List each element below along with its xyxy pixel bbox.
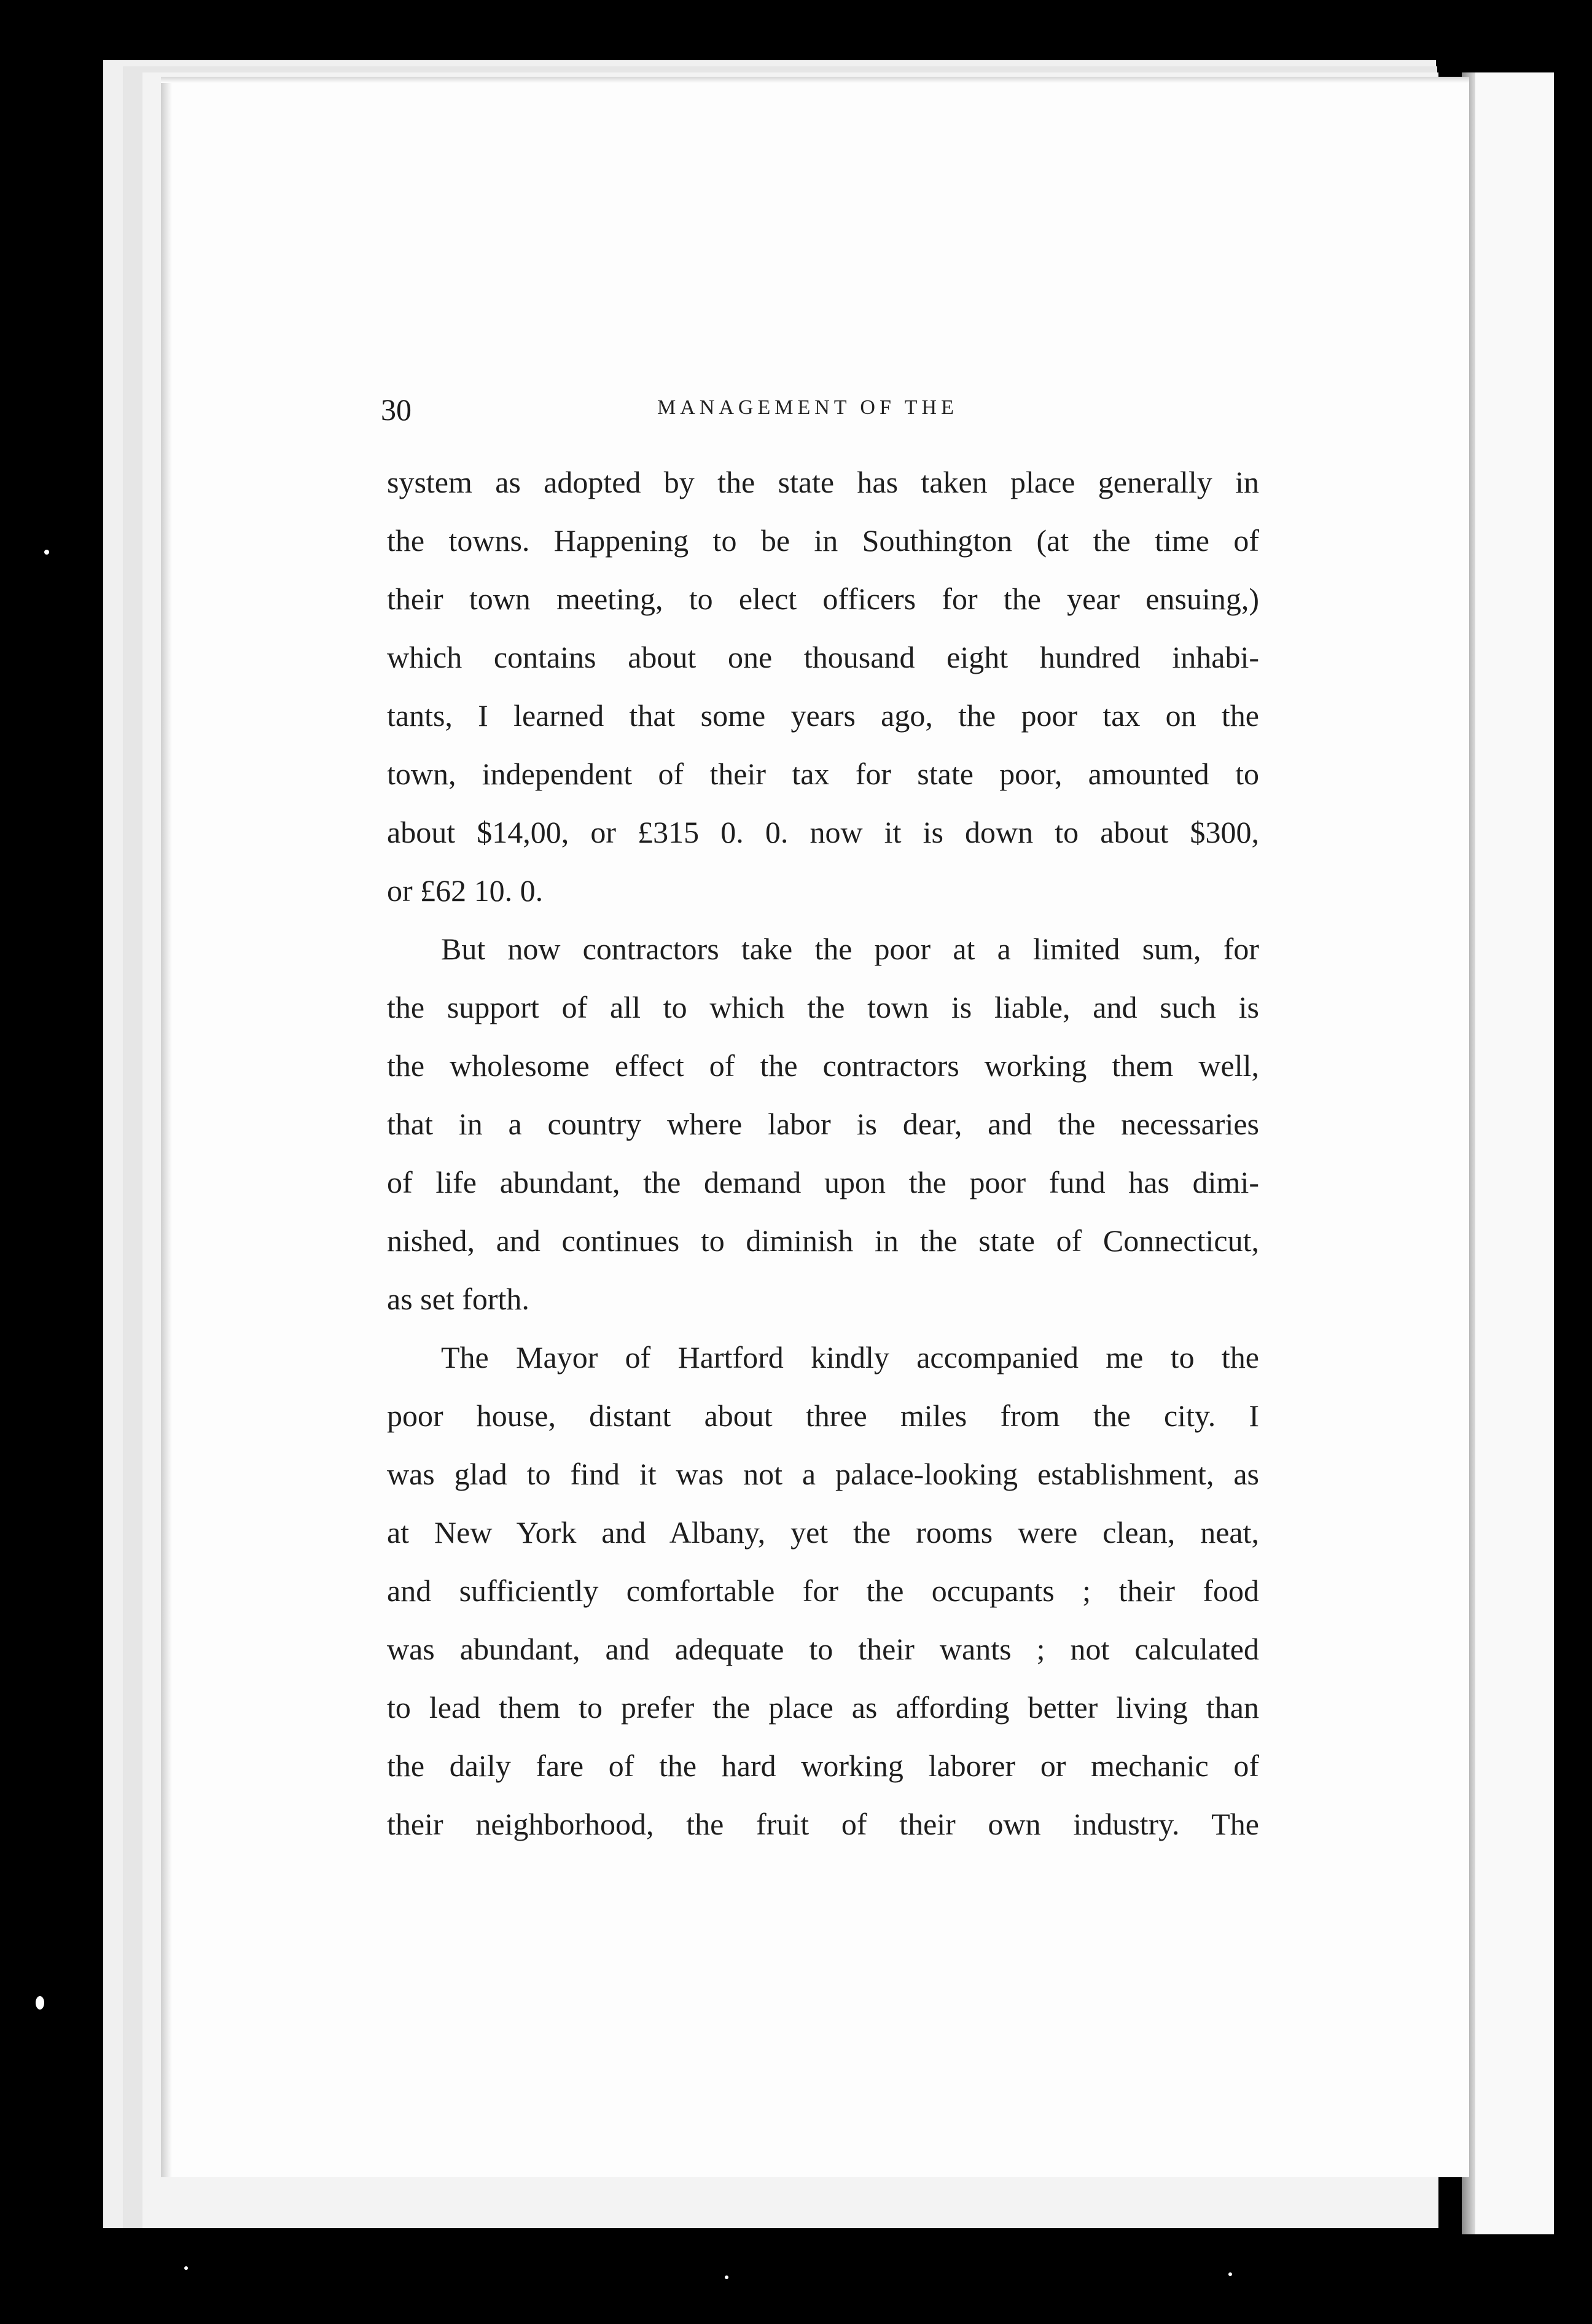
paragraph (387, 453, 1259, 920)
text-line: the towns. Happening to be in Southington (at the time of (387, 523, 1259, 558)
text-line: the support of all to which the town is liable, and such is (387, 990, 1259, 1024)
paragraph (387, 920, 1259, 1328)
page-number: 30 (381, 392, 412, 427)
text-line: of life abundant, the demand upon the poor fund has dimi- (387, 1165, 1259, 1199)
body-text (387, 453, 1259, 1854)
text-line: the daily fare of the hard working laborer or mechanic of (387, 1749, 1259, 1783)
text-line: The Mayor of Hartford kindly accompanied me to the (441, 1340, 1259, 1375)
text-line: about $14,00, or £315 0. 0. now it is down to about $300, (387, 815, 1259, 849)
text-line: and sufficiently comfortable for the occupants ; their food (387, 1573, 1259, 1608)
text-line: system as adopted by the state has taken place generally in (387, 465, 1259, 499)
text-line: that in a country where labor is dear, and the necessaries (387, 1107, 1259, 1141)
text-line: was abundant, and adequate to their wants ; not calculated (387, 1632, 1259, 1666)
text-line: town, independent of their tax for state poor, amounted to (387, 757, 1259, 791)
page-inner-edge (161, 77, 172, 2177)
page-top-edge (161, 77, 1469, 83)
text-line: tants, I learned that some years ago, the poor tax on the (387, 698, 1259, 733)
scan-speck (44, 550, 49, 555)
text-line: nished, and continues to diminish in the state of Connecticut, (387, 1223, 1259, 1258)
text-line: poor house, distant about three miles from the city. I (387, 1398, 1259, 1433)
text-line: at New York and Albany, yet the rooms were clean, neat, (387, 1515, 1259, 1550)
text-line: as set forth. (387, 1282, 529, 1316)
scan-speck (184, 2266, 188, 2270)
text-line: But now contractors take the poor at a limited sum, for (441, 932, 1259, 966)
facing-page (1468, 72, 1554, 2234)
text-line: was glad to find it was not a palace-looking establishment, as (387, 1457, 1259, 1491)
text-line: or £62 10. 0. (387, 873, 544, 908)
paragraph (387, 1328, 1259, 1854)
scan-speck (36, 1996, 44, 2010)
text-line: which contains about one thousand eight hundred inhabi- (387, 640, 1259, 674)
text-line: their neighborhood, the fruit of their own industry. The (387, 1807, 1259, 1841)
scan-speck (725, 2275, 728, 2279)
text-line: to lead them to prefer the place as affording better living than (387, 1690, 1259, 1725)
text-line: the wholesome effect of the contractors working them well, (387, 1048, 1259, 1083)
running-head: MANAGEMENT OF THE (657, 396, 958, 419)
text-line: their town meeting, to elect officers for the year ensuing,) (387, 582, 1259, 616)
scan-speck (1228, 2272, 1232, 2276)
